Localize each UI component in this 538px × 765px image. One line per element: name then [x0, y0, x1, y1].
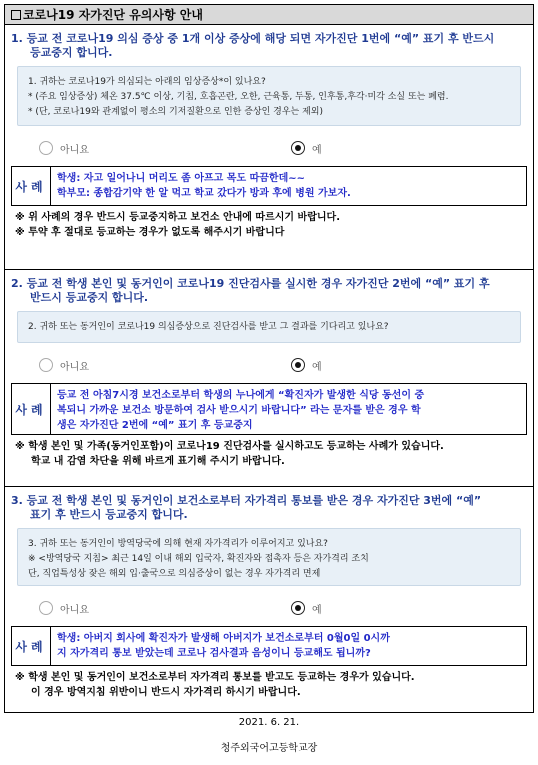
case-label: 사례: [12, 167, 51, 205]
notice-title: 코로나19 자가진단 유의사항 안내: [23, 8, 203, 22]
radio-unchecked-icon[interactable]: [39, 358, 53, 372]
case-box-3: [11, 626, 527, 666]
case-box-2: [11, 383, 527, 435]
case-text: 등교 전 아침7시경 보건소로부터 학생의 누나에게 “확진자가 발생한 식당 동선이 중 복되니 가까운 보건소 방문하여 검사 받으시기 바랍니다” 라는 문자를 받은 경우 학 생은 자가진단 2번에 “예” 표기 후 등교중지: [57, 390, 425, 431]
section-3: [4, 487, 534, 713]
radio-checked-icon[interactable]: [291, 358, 305, 372]
notice-header: [4, 4, 534, 25]
radio-unchecked-icon[interactable]: [39, 601, 53, 615]
option-no[interactable]: 아니요: [17, 601, 269, 616]
question-2-text: 2. 귀하 또는 동거인이 코로나19 의심증상으로 진단검사를 받고 그 결과를 기다리고 있나요?: [28, 322, 389, 332]
option-yes[interactable]: 예: [269, 358, 521, 373]
option-yes[interactable]: 예: [269, 601, 521, 616]
footer-school: 청주외국어고등학교장: [220, 743, 318, 754]
radio-unchecked-icon[interactable]: [39, 141, 53, 155]
question-2-options: [17, 351, 521, 379]
section-2-title: 2. 등교 전 학생 본인 및 동거인이 코로나19 진단검사를 실시한 경우 자가진단 2번에 “예” 표기 후 반드시 등교중지 합니다.: [11, 277, 490, 304]
footer-date: 2021. 6. 21.: [238, 717, 300, 728]
section-3-title: 3. 등교 전 학생 본인 및 동거인이 보건소로부터 자가격리 통보를 받은 경우 자가진단 3번에 “예” 표기 후 반드시 등교중지 합니다.: [11, 494, 482, 521]
section-1-title: 1. 등교 전 코로나19 의심 증상 중 1개 이상 증상에 해당 되면 자가진단 1번에 “예” 표기 후 반드시 등교중지 합니다.: [11, 32, 495, 59]
section-2: [4, 270, 534, 487]
question-1-box: [17, 66, 521, 126]
option-no[interactable]: 아니요: [17, 358, 269, 373]
question-1-note-1: * (주요 임상증상) 체온 37.5℃ 이상, 기침, 호흡곤란, 오한, 근육통, 두통, 인후통,후각·미각 소실 또는 폐렴.: [28, 92, 449, 102]
question-3-box: [17, 528, 521, 586]
question-3-note-1: ※ <방역당국 지침> 최근 14일 이내 해외 입국자, 확진자와 접촉자 등은 자가격리 조치: [28, 554, 369, 564]
question-3-options: [17, 594, 521, 622]
case-text: 학생: 아버지 회사에 확진자가 발생해 아버지가 보건소로부터 0월0일 0시까 지 자가격리 통보 받았는데 코로나 검사결과 음성이니 등교해도 됩니까?: [57, 633, 390, 659]
question-1-options: [17, 134, 521, 162]
question-3-note-2: 단, 직업특성상 잦은 해외 입·출국으로 의심증상이 없는 경우 자가격리 면제: [28, 569, 321, 579]
section-2-notes: ※ 학생 본인 및 가족(동거인포함)이 코로나19 진단검사를 실시하고도 등교하는 사례가 있습니다. 학교 내 감염 차단을 위해 바르게 표기해 주시기 바랍니다.: [15, 441, 444, 467]
section-3-notes: ※ 학생 본인 및 동거인이 보건소로부터 자가격리 통보를 받고도 등교하는 경우가 있습니다. 이 경우 방역지침 위반이니 반드시 자가격리 하시기 바랍니다.: [15, 672, 415, 698]
checkbox-square-icon: [11, 10, 21, 20]
question-3-text: 3. 귀하 또는 동거인이 방역당국에 의해 현재 자가격리가 이루어지고 있나요?: [28, 539, 328, 549]
question-1-note-2: * (단, 코로나19와 관계없이 평소의 기저질환으로 인한 증상인 경우는 제외): [28, 107, 324, 117]
option-no[interactable]: 아니요: [17, 141, 269, 156]
notice-page: [4, 4, 534, 713]
question-2-box: [17, 311, 521, 343]
case-text: 학생: 자고 일어나니 머리도 좀 아프고 목도 따끔한데~~ 학부모: 종합감기약 한 알 먹고 학교 갔다가 방과 후에 병원 가보자.: [57, 173, 351, 199]
section-1-notes: ※ 위 사례의 경우 반드시 등교중지하고 보건소 안내에 따르시기 바랍니다. ※ 투약 후 절대로 등교하는 경우가 없도록 해주시기 바랍니다: [15, 212, 340, 238]
option-yes[interactable]: 예: [269, 141, 521, 156]
case-label: 사례: [12, 627, 51, 665]
radio-checked-icon[interactable]: [291, 601, 305, 615]
case-box-1: [11, 166, 527, 206]
question-1-text: 1. 귀하는 코로나19가 의심되는 아래의 임상증상*이 있나요?: [28, 77, 266, 87]
radio-checked-icon[interactable]: [291, 141, 305, 155]
case-label: 사례: [12, 384, 51, 434]
section-1: [4, 25, 534, 270]
